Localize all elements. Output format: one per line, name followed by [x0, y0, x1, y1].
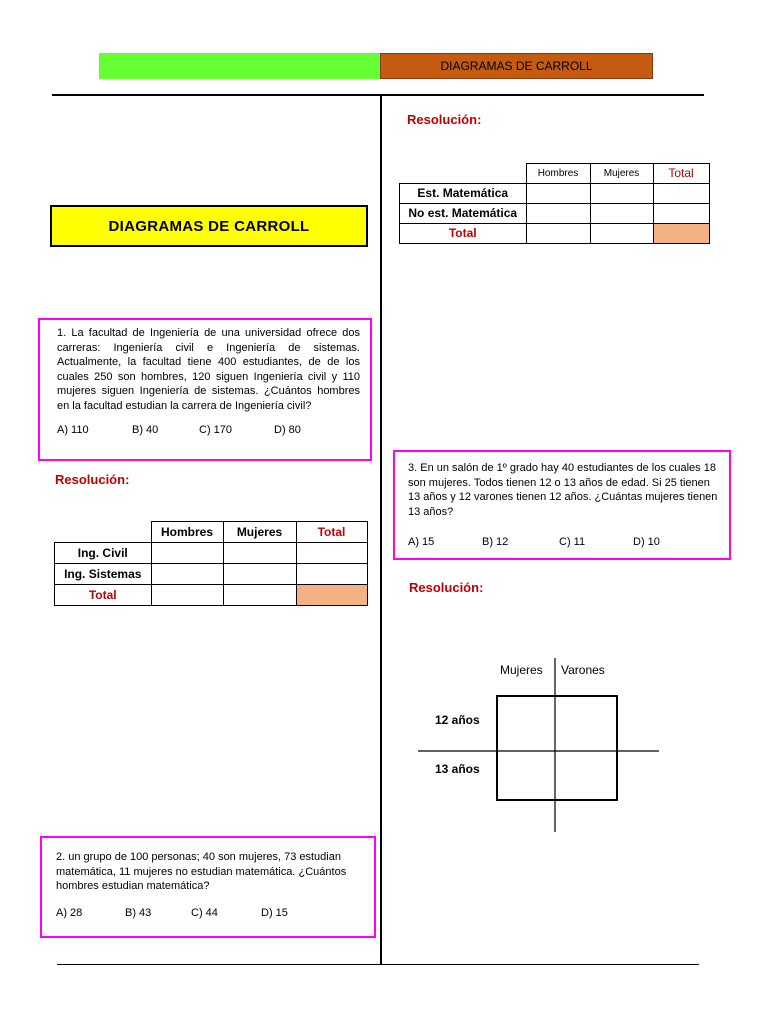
table-2-cell: [590, 183, 653, 203]
table-1-cell: [151, 584, 223, 605]
table-1-cell: [296, 542, 367, 563]
resolution-1-label: Resolución:: [55, 472, 130, 487]
problem-3-option-b: B) 12: [482, 536, 509, 548]
problem-1-box: [38, 318, 372, 461]
main-title: [50, 205, 368, 247]
table-1-row-total: Total: [55, 584, 152, 605]
problem-3-options: [408, 535, 721, 550]
table-1-header-total: Total: [296, 522, 367, 543]
table-1-cell: [223, 542, 296, 563]
problem-3-option-d: D) 10: [633, 536, 660, 548]
header-green-bar: [99, 53, 380, 79]
diagram-row-label-12: 12 años: [435, 713, 480, 727]
problem-2-option-a: A) 28: [56, 906, 83, 919]
column-divider: [380, 95, 382, 965]
problem-2-option-b: B) 43: [125, 906, 152, 919]
problem-1-option-c: C) 170: [199, 424, 233, 436]
table-1: [54, 521, 368, 606]
resolution-2-label: Resolución:: [407, 112, 482, 127]
problem-3-box: [393, 450, 731, 560]
problem-2-options: [56, 906, 364, 921]
table-2-row-total: Total: [400, 223, 527, 243]
problem-2-box: [40, 836, 376, 938]
table-1-cell: [151, 563, 223, 584]
problem-1-options: [57, 423, 360, 438]
problem-3-option-c: C) 11: [559, 536, 586, 548]
table-1-row-sistemas: Ing. Sistemas: [55, 563, 152, 584]
problem-2-option-c: C) 44: [191, 906, 218, 919]
table-2-cell: [590, 203, 653, 223]
problem-1-text: 1. La facultad de Ingeniería de una universidad ofrece dos carreras: Ingeniería civil e Ingeniería de sistemas. Actualmente, la facultad tiene 400 estudiantes, de de los cuales 250 son hombres, 120 siguen Ingeniería civil y 110 mujeres siguen Ingeniería de sistemas. ¿Cuántos hombres en la facultad estudian la carrera de Ingeniería civil?: [57, 327, 360, 412]
table-1-cell: [223, 563, 296, 584]
table-2-header-mujeres: Mujeres: [590, 164, 653, 184]
diagram-col-label-mujeres: Mujeres: [500, 663, 543, 677]
table-2-cell: [653, 203, 709, 223]
bottom-divider: [57, 964, 699, 965]
diagram-grid-box: [497, 696, 617, 800]
table-2-row-est: Est. Matemática: [400, 183, 527, 203]
table-1-header-mujeres: Mujeres: [223, 522, 296, 543]
table-1-grand-total-cell: [296, 584, 367, 605]
table-2-cell: [590, 223, 653, 243]
main-title-text: DIAGRAMAS DE CARROLL: [108, 217, 310, 235]
problem-3-text: 3. En un salón de 1º grado hay 40 estudiantes de los cuales 18 son mujeres. Todos tienen 12 o 13 años de edad. Si 25 tienen 13 años y 12 varones tienen 12 años. ¿Cuántas mujeres tienen 13 años?: [408, 462, 718, 518]
table-1-header-hombres: Hombres: [151, 522, 223, 543]
table-2-row-no-est: No est. Matemática: [400, 203, 527, 223]
table-2-header-total: Total: [653, 164, 709, 184]
problem-2-text: 2. un grupo de 100 personas; 40 son mujeres, 73 estudian matemática, 11 mujeres no estudian matemática. ¿Cuántos hombres estudian matemática?: [56, 851, 347, 892]
table-2-cell: [653, 183, 709, 203]
table-2: [399, 163, 710, 244]
problem-3-option-a: A) 15: [408, 536, 435, 548]
header-title: [380, 53, 653, 79]
problem-2-option-d: D) 15: [261, 906, 288, 919]
table-2-cell: [526, 183, 590, 203]
resolution-3-label: Resolución:: [409, 580, 484, 595]
table-2-header-hombres: Hombres: [526, 164, 590, 184]
table-2-grand-total-cell: [653, 223, 709, 243]
problem-1-option-b: B) 40: [132, 424, 159, 436]
diagram-row-label-13: 13 años: [435, 762, 480, 776]
diagram-col-label-varones: Varones: [561, 663, 605, 677]
problem-1-option-d: D) 80: [274, 424, 301, 436]
carroll-diagram: [415, 655, 665, 835]
table-2-cell: [526, 203, 590, 223]
table-1-row-civil: Ing. Civil: [55, 542, 152, 563]
header-title-text: DIAGRAMAS DE CARROLL: [440, 59, 593, 73]
top-divider: [52, 94, 704, 96]
table-1-cell: [223, 584, 296, 605]
table-2-cell: [526, 223, 590, 243]
problem-1-option-a: A) 110: [57, 424, 89, 436]
table-1-cell: [151, 542, 223, 563]
table-1-cell: [296, 563, 367, 584]
